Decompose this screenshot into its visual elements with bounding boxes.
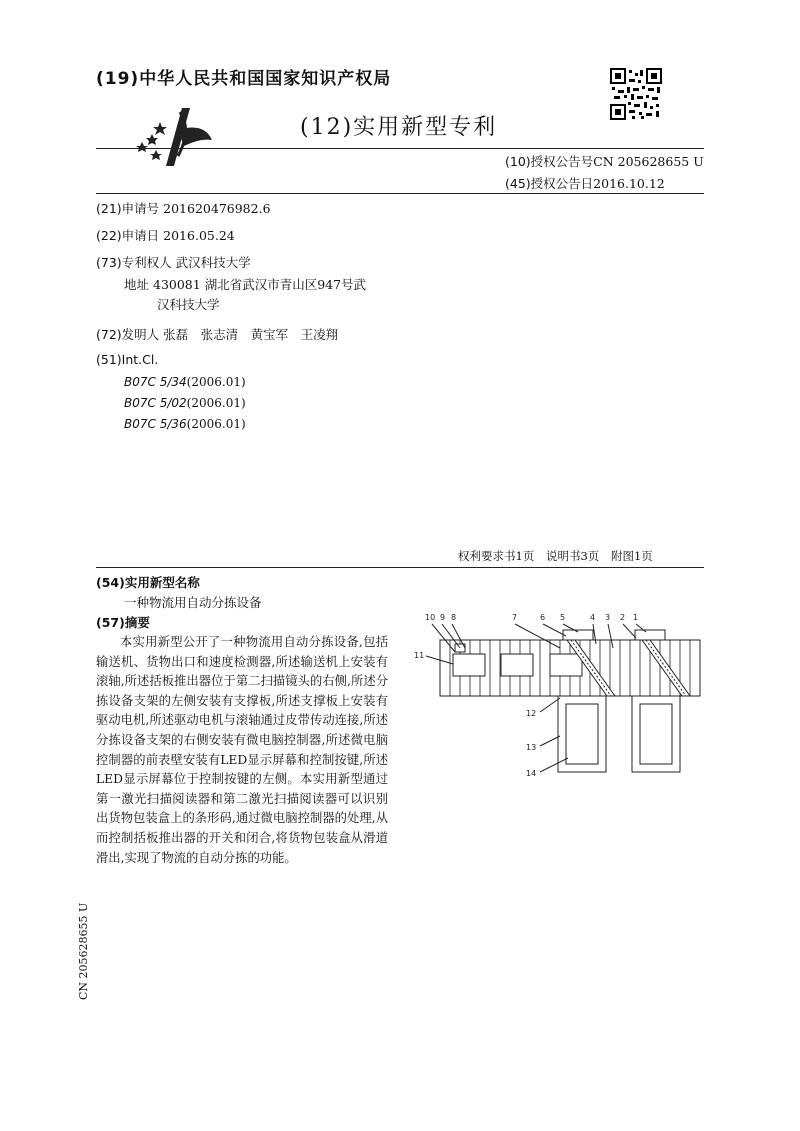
- fig-label-12: 12: [526, 709, 537, 718]
- fig-label-8: 8: [451, 613, 457, 622]
- app-date-label: (22)申请日: [96, 228, 160, 243]
- side-pub-number: [77, 900, 95, 1000]
- header-rule: [96, 148, 704, 149]
- pub-no-row: [505, 152, 704, 170]
- app-no-row: [96, 199, 271, 217]
- address-line2: 汉科技大学: [157, 297, 220, 312]
- side-number-text: CN 205628655 U: [77, 902, 90, 1000]
- abstract-figure: [410, 608, 710, 783]
- biblio-rule: [96, 193, 704, 194]
- fig-label-1: 1: [633, 613, 639, 622]
- fig-label-3: 3: [605, 613, 611, 622]
- inventor-row: [96, 325, 338, 343]
- fig-label-7: 7: [512, 613, 518, 622]
- title-label: (54)实用新型名称: [96, 575, 200, 590]
- fig-label-10: 10: [425, 613, 436, 622]
- qr-code: [610, 68, 662, 120]
- pub-date-label: (45)授权公告日: [505, 176, 594, 191]
- ipc-code: B07C 5/34: [124, 375, 187, 389]
- pub-date: 2016.10.12: [593, 176, 665, 191]
- ipc-item: [124, 417, 246, 431]
- owner: 武汉科技大学: [175, 255, 251, 270]
- pub-no: CN 205628655 U: [593, 154, 704, 169]
- ipc-item: [124, 396, 246, 410]
- fig-label-6: 6: [540, 613, 546, 622]
- cnipa-logo: [130, 100, 220, 172]
- ipc-version: (2006.01): [186, 417, 246, 431]
- ipc-version: (2006.01): [186, 375, 246, 389]
- fig-label-13: 13: [526, 743, 537, 752]
- fig-label-14: 14: [526, 769, 537, 778]
- address-line1: 430081 湖北省武汉市青山区947号武: [153, 277, 367, 292]
- fig-label-4: 4: [590, 613, 596, 622]
- inventor-label: (72)发明人: [96, 327, 160, 342]
- app-date: 2016.05.24: [163, 228, 235, 243]
- abstract-rule: [96, 567, 704, 568]
- address-label: 地址: [124, 277, 150, 292]
- pub-date-row: [505, 174, 665, 192]
- office-title: (19)中华人民共和国国家知识产权局: [96, 69, 392, 89]
- patent-type: (12)实用新型专利: [300, 115, 498, 140]
- ipc-item: [124, 375, 246, 389]
- abstract-text: 本实用新型公开了一种物流用自动分拣设备,包括输送机、货物出口和速度检测器,所述输送机上安装有滚轴,所述括板推出器位于第二扫描镜头的右侧,所述分拣设备支架的左侧安装有支撑板,所述支撑板上安装有驱动电机,所述驱动电机与滚轴通过皮带传动连接,所述分拣设备支架的右侧安装有微电脑控制器,所述微电脑控制器的前表壁安装有LED显示屏幕和控制按键,所述LED显示屏幕位于控制按键的左侧。本实用新型通过第一激光扫描阅读器和第二激光扫描阅读器可以识别出货物包装盒上的条形码,通过微电脑控制器的处理,从而控制括板推出器的开关和闭合,将货物包装盒从滑道滑出,实现了物流的自动分拣的功能。: [96, 635, 388, 865]
- inventors: 张磊 张志清 黄宝军 王凌翔: [163, 327, 339, 342]
- utility-model-title: 一种物流用自动分拣设备: [124, 595, 262, 610]
- pub-no-label: (10)授权公告号: [505, 154, 594, 169]
- abstract-label: (57)摘要: [96, 615, 150, 630]
- app-date-row: [96, 226, 235, 244]
- ipc-label-row: [96, 352, 158, 367]
- address-row: [124, 275, 366, 293]
- app-no: 201620476982.6: [163, 201, 271, 216]
- fig-label-9: 9: [440, 613, 446, 622]
- fig-label-5: 5: [560, 613, 566, 622]
- fig-label-11: 11: [414, 651, 425, 660]
- fig-label-2: 2: [620, 613, 626, 622]
- ipc-code: B07C 5/02: [124, 396, 187, 410]
- pages-info: 权利要求书1页 说明书3页 附图1页: [458, 549, 653, 563]
- app-no-label: (21)申请号: [96, 201, 160, 216]
- owner-label: (73)专利权人: [96, 255, 172, 270]
- ipc-label: (51)Int.Cl.: [96, 352, 159, 367]
- ipc-code: B07C 5/36: [124, 417, 187, 431]
- ipc-version: (2006.01): [186, 396, 246, 410]
- owner-row: [96, 253, 251, 271]
